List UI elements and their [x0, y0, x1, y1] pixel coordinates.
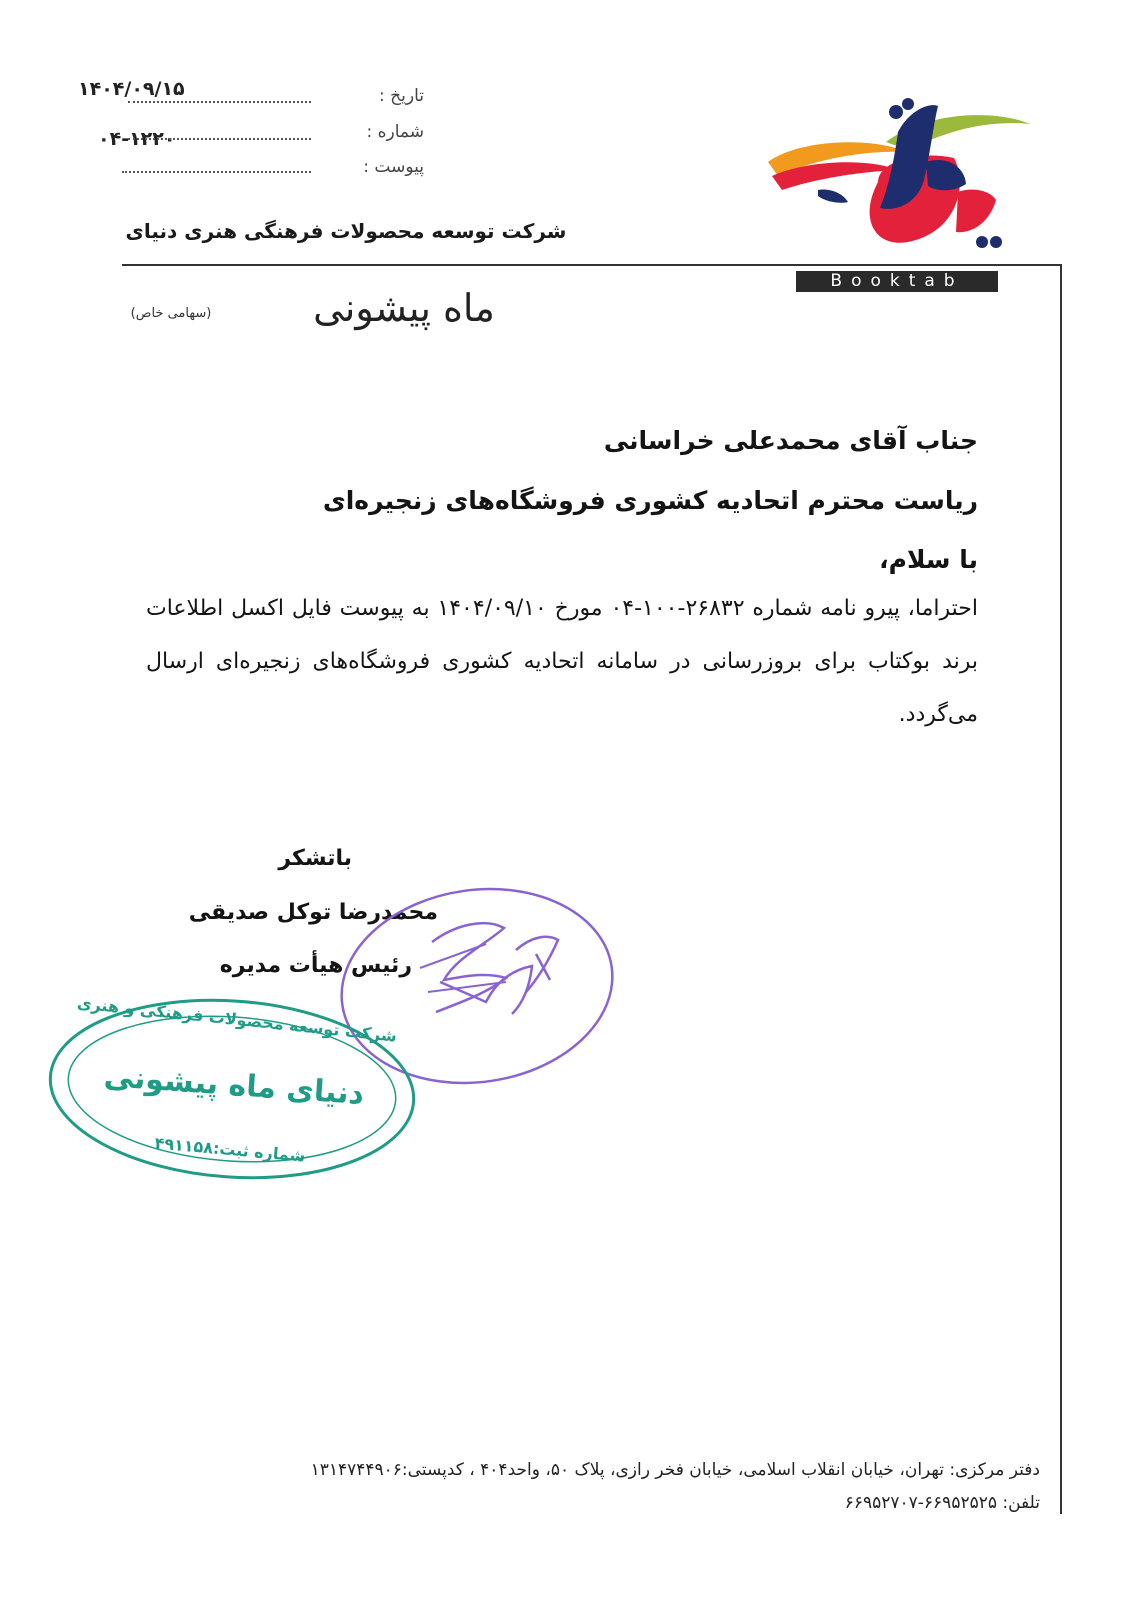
attachment-dotted-line: [122, 171, 311, 173]
recipient-title: ریاست محترم اتحادیه کشوری فروشگاه‌های زنجیره‌ای: [322, 486, 978, 515]
seal-company-name: دنیای ماه پیشونی: [102, 1058, 366, 1113]
brand-name-script: ماه پیشونی: [313, 286, 495, 330]
date-dotted-line: [128, 101, 311, 103]
recipient-name: جناب آقای محمدعلی خراسانی: [603, 426, 978, 455]
number-dotted-line: [128, 138, 311, 140]
number-label: شماره :: [366, 122, 424, 142]
right-margin-rule: [1060, 264, 1062, 1514]
booktab-label-bar: Booktab: [796, 271, 998, 292]
date-label: تاریخ :: [379, 86, 424, 106]
signatory-name: محمدرضا توکل صدیقی: [188, 900, 438, 925]
company-name-line: شرکت توسعه محصولات فرهنگی هنری دنیای: [125, 219, 567, 243]
footer-address: دفتر مرکزی: تهران، خیابان انقلاب اسلامی، خیابان فخر رازی، پلاک ۵۰، واحد۴۰۴ ، کدپستی:۱۳۱۴۷۴۴۹۰۶: [310, 1460, 1040, 1480]
footer-phone: تلفن: ۶۶۹۵۲۵۲۵-۶۶۹۵۲۷۰۷: [844, 1493, 1040, 1513]
booktab-logo-graphic: [758, 92, 1038, 252]
booktab-logo: [758, 92, 1038, 252]
signatory-title: رئیس هیأت مدیره: [219, 953, 412, 978]
attachment-label: پیوست :: [363, 157, 424, 177]
letter-body-paragraph: احتراما، پیرو نامه شماره ۲۶۸۳۲-۱۰۰-۰۴ مورخ ۱۴۰۴/۰۹/۱۰ به پیوست فایل اکسل اطلاعات برند بوکتاب برای بروزرسانی در سامانه اتحادیه کشوری فروشگاه‌های زنجیره‌ای ارسال می‌گردد.: [146, 596, 978, 727]
header-rule: [122, 264, 1062, 266]
greeting: با سلام،: [879, 545, 978, 574]
seal-registration-number: شماره ثبت:۴۹۱۱۵۸: [153, 1133, 307, 1166]
brand-subtitle: (سهامی خاص): [130, 306, 212, 321]
letter-number-value: ۰۴-۱۲۲۰: [98, 128, 176, 150]
closing-thanks: باتشکر: [278, 846, 352, 871]
letter-date-value: ۱۴۰۴/۰۹/۱۵: [78, 78, 185, 100]
seal-top-text: شرکت توسعه محصولات فرهنگی و هنری: [76, 993, 398, 1046]
